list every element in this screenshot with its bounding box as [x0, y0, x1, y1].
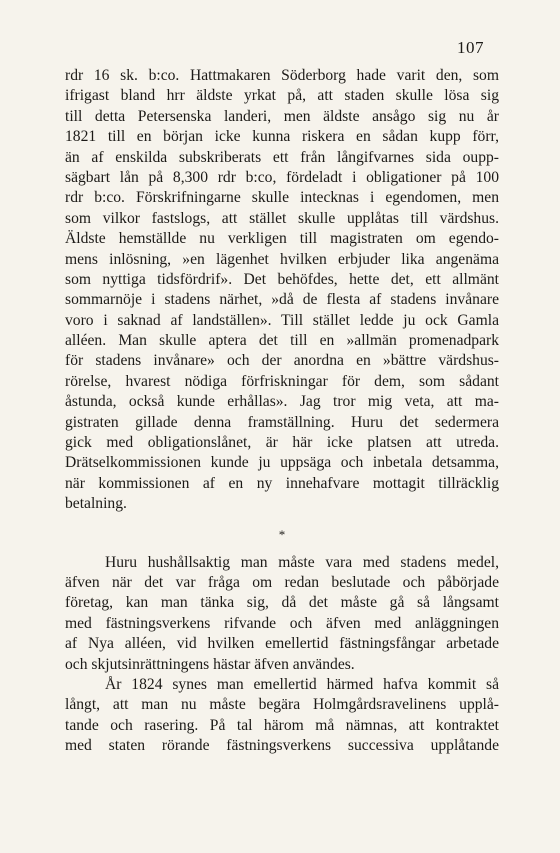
- text-line: sommarnöje i stadens närhet, »då de flesta af stadens invånare: [65, 291, 499, 309]
- text-line: långt, att man nu måste begära Holmgårdsravelinens upplå-: [65, 696, 499, 714]
- text-line: Huru hushållsaktig man måste vara med stadens medel,: [105, 553, 499, 571]
- text-line: rörelse, hvarest nödiga förfriskningar för dem, som sådant: [65, 372, 499, 390]
- text-line: och skjutsinrättningens hästar äfven användes.: [65, 655, 355, 673]
- text-line: 1821 till en början icke kunna riskera en sådan kupp förr,: [65, 128, 499, 146]
- page-number: 107: [457, 38, 484, 57]
- text-line: för stadens invånare» och der anordna en »bättre värdshus-: [65, 352, 499, 370]
- text-line: företag, kan man tänka sig, då det måste gå så långsamt: [65, 594, 499, 612]
- text-line: när kommissionen af en ny innehafvare mottagit tillräcklig: [65, 474, 499, 492]
- text-line: åstunda, också kunde erhållas». Jag tror mig veta, att ma-: [65, 393, 499, 411]
- paragraph-1: [65, 66, 499, 515]
- text-line: till detta Petersenska landeri, men äldste ansågo sig nu år: [65, 107, 499, 125]
- text-line: med staten rörande fästningsverkens successiva upplåtande: [65, 737, 499, 755]
- text-line: äfven när det var fråga om redan beslutade och påbörjade: [65, 573, 499, 591]
- body-text: [65, 66, 499, 757]
- text-line: voro i saknad af landställen». Till stället ledde ju ock Gamla: [65, 311, 499, 329]
- paragraph-3: [65, 675, 499, 757]
- text-line: Äldste hemställde nu verkligen till magistraten om egendo-: [65, 230, 499, 248]
- text-line: År 1824 synes man emellertid härmed hafva kommit så: [105, 675, 499, 693]
- text-line: med fästningsverkens rifvande och äfven med anläggningen: [65, 614, 499, 632]
- text-line: alléen. Man skulle aptera det till en »allmän promenadpark: [65, 332, 499, 350]
- section-separator: *: [278, 526, 286, 542]
- text-line: rdr 16 sk. b:co. Hattmakaren Söderborg hade varit den, som: [65, 67, 499, 84]
- text-line: betalning.: [65, 495, 127, 513]
- text-line: mens inlösning, »en lägenhet hvilken erbjuder lika angenäma: [65, 250, 499, 268]
- text-line: som nyttiga tidsfördrif». Det behöfdes, hette det, ett allmänt: [65, 270, 499, 288]
- text-line: Drätselkommissionen kunde ju uppsäga och inbetala detsamma,: [65, 454, 499, 472]
- text-line: som vilkor fastslogs, att stället skulle upplåtas till värdshus.: [65, 209, 499, 227]
- text-line: rdr b:co. Förskrifningarne skulle intecknas i egendomen, men: [65, 189, 499, 207]
- text-line: gistraten gillade denna framställning. Huru det sedermera: [65, 413, 499, 431]
- text-line: gick med obligationslånet, är här icke platsen att utreda.: [65, 434, 499, 452]
- text-line: ifrigast bland hrr äldste yrkat på, att staden skulle lösa sig: [65, 87, 499, 105]
- text-line: af Nya alléen, vid hvilken emellertid fästningsfångar arbetade: [65, 635, 499, 653]
- text-line: tande och rasering. På tal härom må nämnas, att kontraktet: [65, 716, 499, 734]
- text-line: sägbart lån på 8,300 rdr b:co, fördeladt i obligationer på 100: [65, 168, 499, 186]
- text-line: än af enskilda subskriberats ett från långifvarnes sida oupp-: [65, 148, 499, 166]
- paragraph-2: [65, 553, 499, 675]
